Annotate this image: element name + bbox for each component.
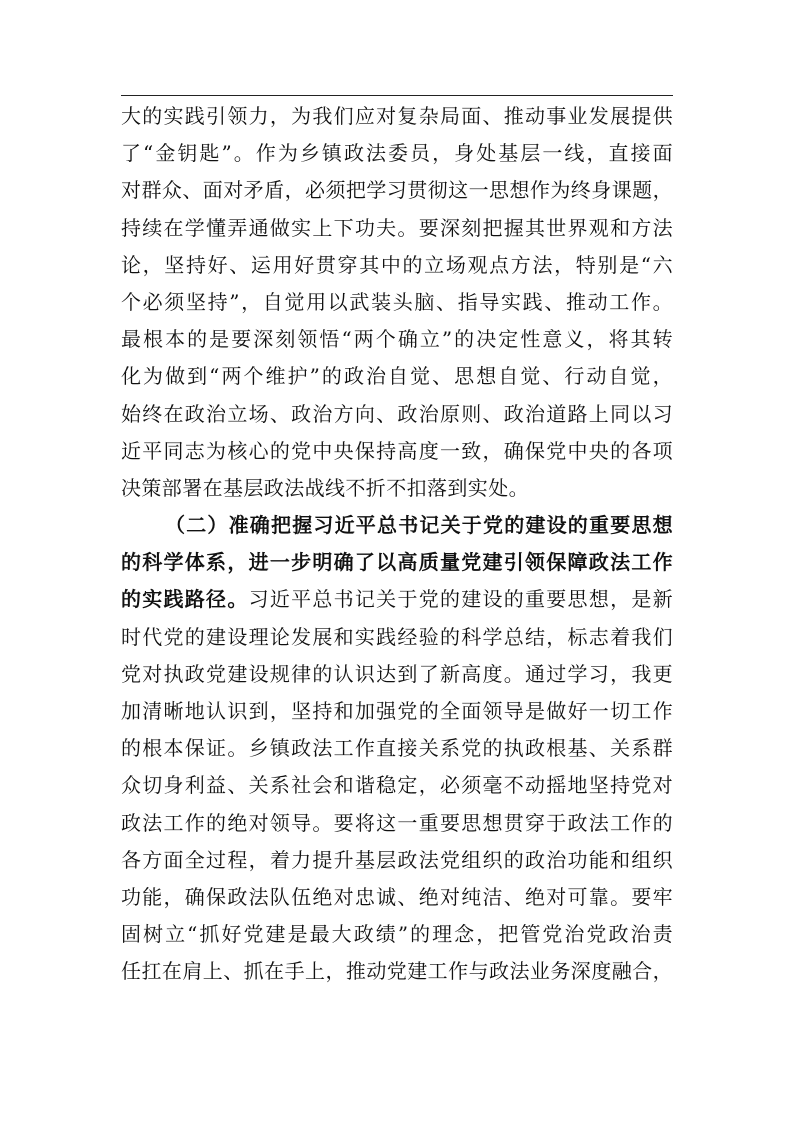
body-line: 政法工作的绝对领导。要将这一重要思想贯穿于政法工作的	[121, 810, 673, 835]
body-line: 个必须坚持”，自觉用以武装头脑、指导实践、推动工作。	[121, 289, 673, 314]
body-line: 始终在政治立场、政治方向、政治原则、政治道路上同以习	[121, 401, 673, 426]
body-line-segment: 习近平总书记关于党的建设的重要思想，是新	[248, 587, 673, 612]
body-line: 任扛在肩上、抓在手上，推动党建工作与政法业务深度融合，	[121, 959, 673, 984]
header-rule	[121, 95, 673, 96]
body-line: 固树立“抓好党建是最大政绩”的理念，把管党治党政治责	[121, 922, 673, 947]
body-line: 论，坚持好、运用好贯穿其中的立场观点方法，特别是“六	[121, 252, 673, 277]
section-heading-line: （二）准确把握习近平总书记关于党的建设的重要思想	[165, 513, 673, 538]
document-body	[121, 98, 673, 991]
body-line: 加清晰地认识到，坚持和加强党的全面领导是做好一切工作	[121, 699, 673, 723]
body-line: 最根本的是要深刻领悟“两个确立”的决定性意义，将其转	[121, 327, 673, 352]
body-line: 时代党的建设理论发展和实践经验的科学总结，标志着我们	[121, 624, 673, 649]
body-line: 近平同志为核心的党中央保持高度一致，确保党中央的各项	[121, 438, 673, 463]
body-line: 众切身利益、关系社会和谐稳定，必须毫不动摇地坚持党对	[121, 773, 673, 798]
body-line: 了“金钥匙”。作为乡镇政法委员，身处基层一线，直接面	[121, 141, 673, 166]
section-heading-end: 的实践路径。	[121, 587, 249, 612]
section-heading-line: 的科学体系，进一步明确了以高质量党建引领保障政法工作	[121, 550, 673, 575]
body-line: 功能，确保政法队伍绝对忠诚、绝对纯洁、绝对可靠。要牢	[121, 884, 673, 909]
body-line: 对群众、面对矛盾，必须把学习贯彻这一思想作为终身课题，	[121, 178, 673, 203]
body-line: 党对执政党建设规律的认识达到了新高度。通过学习，我更	[121, 661, 673, 686]
body-line: 大的实践引领力，为我们应对复杂局面、推动事业发展提供	[121, 104, 673, 128]
body-line: 持续在学懂弄通做实上下功夫。要深刻把握其世界观和方法	[121, 215, 673, 240]
body-line: 各方面全过程，着力提升基层政法党组织的政治功能和组织	[121, 847, 673, 872]
body-line: 的根本保证。乡镇政法工作直接关系党的执政根基、关系群	[121, 736, 673, 761]
body-line: 化为做到“两个维护”的政治自觉、思想自觉、行动自觉，	[121, 364, 673, 389]
mixed-line	[121, 581, 673, 618]
body-line: 决策部署在基层政法战线不折不扣落到实处。	[121, 475, 529, 500]
